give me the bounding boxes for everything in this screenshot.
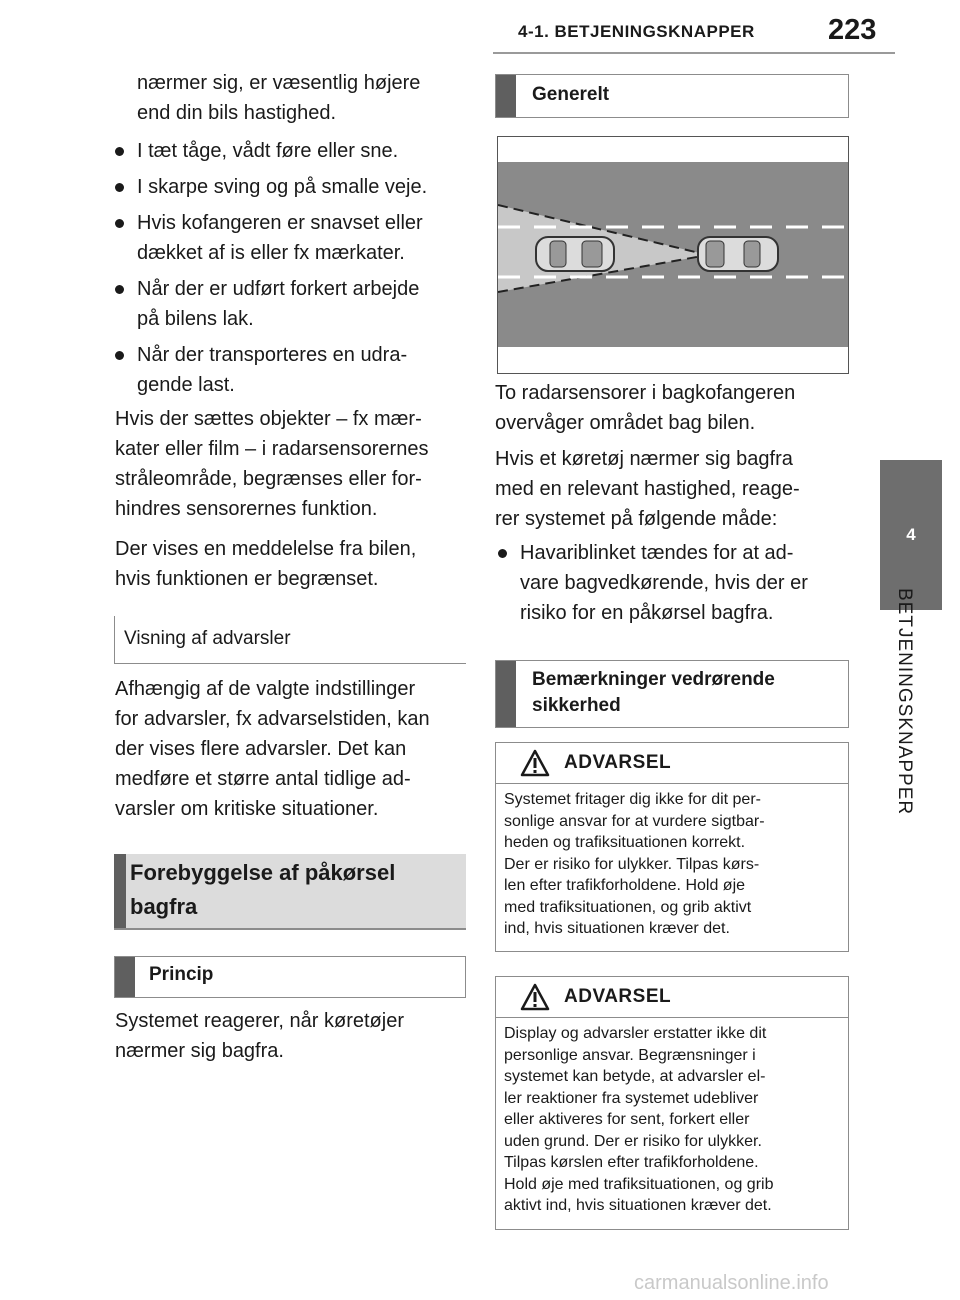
- text-line: Hvis der sættes objekter – fx mær-: [115, 408, 422, 430]
- text-line: Forebyggelse af påkørsel: [130, 860, 396, 885]
- text-line: Der er risiko for ulykker. Tilpas kørs-: [504, 855, 760, 873]
- subheading-text: [532, 667, 775, 719]
- text-line: Der vises en meddelelse fra bilen,: [115, 538, 417, 560]
- text-line: Systemet fritager dig ikke for dit per-: [504, 791, 761, 808]
- text-line: vare bagvedkørende, hvis der er: [520, 572, 808, 594]
- text-line: risiko for en påkørsel bagfra.: [520, 602, 774, 624]
- text-line: dækket af is eller fx mærkater.: [137, 242, 405, 264]
- bullet-icon: [115, 351, 124, 360]
- paragraph: [495, 378, 855, 438]
- text-line: Afhængig af de valgte indstillinger: [115, 678, 416, 700]
- warning-triangle-icon: [520, 749, 550, 782]
- warning-text: [504, 789, 840, 940]
- warning-box: [495, 742, 849, 952]
- text-line: sonlige ansvar for at vurdere sigtbar-: [504, 812, 765, 830]
- text-line: for advarsler, fx advarselstiden, kan: [115, 708, 430, 730]
- heading-bar: [114, 854, 126, 928]
- paragraph: [115, 674, 475, 824]
- text-line: med en relevant hastighed, reage-: [495, 478, 800, 500]
- chapter-label: [893, 588, 933, 828]
- section-title: 4-1. BETJENINGSKNAPPER: [518, 22, 755, 41]
- text-line: nærmer sig, er væsentlig højere: [137, 72, 421, 94]
- subheading-box: [495, 74, 849, 118]
- text-line: ler reaktioner fra systemet udebliver: [504, 1089, 759, 1107]
- text-line: hindres sensorernes funktion.: [115, 498, 378, 520]
- text-line: I tæt tåge, vådt føre eller sne.: [137, 140, 399, 162]
- intro-text: [137, 68, 477, 128]
- paragraph: [115, 1006, 475, 1066]
- subsection-heading: Visning af advarsler: [124, 628, 291, 649]
- text-line: Bemærkninger vedrørende: [532, 669, 775, 690]
- text-line: end din bils hastighed.: [137, 102, 337, 124]
- warning-box: [495, 976, 849, 1230]
- warning-triangle-icon: [520, 983, 550, 1016]
- text-line: Display og advarsler erstatter ikke dit: [504, 1025, 767, 1042]
- chapter-label-text: BETJENINGSKNAPPER: [894, 588, 915, 816]
- radar-illustration: [497, 136, 849, 374]
- text-line: aktivt ind, hvis situationen kræver det.: [504, 1197, 772, 1214]
- text-line: Når der transporteres en udra-: [137, 344, 408, 366]
- text-line: systemet kan betyde, at advarsler el-: [504, 1068, 766, 1085]
- text-line: uden grund. Der er risiko for ulykker.: [504, 1132, 762, 1150]
- bullet-icon: [115, 147, 124, 156]
- section-heading-text: [130, 856, 450, 924]
- text-line: på bilens lak.: [137, 308, 254, 330]
- page-number: 223: [828, 14, 877, 46]
- text-line: eller aktiveres for sent, forkert eller: [504, 1111, 750, 1128]
- text-line: gende last.: [137, 374, 235, 396]
- chapter-number: 4: [906, 525, 916, 544]
- text-line: personlige ansvar. Begrænsninger i: [504, 1046, 756, 1064]
- own-car: [698, 237, 778, 271]
- text-line: med trafiksituationen, og grib aktivt: [504, 898, 752, 916]
- warning-header: [496, 977, 848, 1018]
- paragraph: [495, 444, 855, 534]
- text-line: sikkerhed: [532, 695, 621, 716]
- subheading-box: [495, 660, 849, 728]
- text-line: der vises flere advarsler. Det kan: [115, 738, 407, 760]
- text-line: bagfra: [130, 894, 198, 919]
- text-line: Tilpas kørslen efter trafikforholdene.: [504, 1154, 759, 1171]
- text-line: Hvis et køretøj nærmer sig bagfra: [495, 448, 793, 470]
- text-line: Havariblinket tændes for at ad-: [520, 542, 794, 564]
- text-line: varsler om kritiske situationer.: [115, 798, 379, 820]
- subheading-text: Princip: [149, 964, 214, 985]
- warning-text: [504, 1023, 840, 1217]
- text-line: I skarpe sving og på smalle veje.: [137, 176, 428, 198]
- warning-header: [496, 743, 848, 784]
- text-line: Hold øje med trafiksituationen, og grib: [504, 1175, 774, 1193]
- warning-title: ADVARSEL: [564, 986, 672, 1007]
- bullet-icon: [115, 285, 124, 294]
- text-line: rer systemet på følgende måde:: [495, 508, 778, 530]
- text-line: kater eller film – i radarsensorernes: [115, 438, 429, 460]
- text-line: nærmer sig bagfra.: [115, 1040, 284, 1062]
- text-line: medføre et større antal tidlige ad-: [115, 768, 411, 790]
- subheading-text: Generelt: [532, 84, 610, 105]
- text-line: hvis funktionen er begrænset.: [115, 568, 379, 590]
- warning-title: ADVARSEL: [564, 752, 672, 773]
- text-line: stråleområde, begrænses eller for-: [115, 468, 422, 490]
- subheading-box: [114, 956, 466, 998]
- bullet-icon: [498, 549, 507, 558]
- rear-car: [536, 237, 614, 271]
- text-line: ind, hvis situationen kræver det.: [504, 920, 730, 937]
- text-line: Når der er udført forkert arbejde: [137, 278, 420, 300]
- heading-bar: [496, 661, 516, 727]
- text-line: overvåger området bag bilen.: [495, 412, 756, 434]
- bullet-icon: [115, 219, 124, 228]
- text-line: Systemet reagerer, når køretøjer: [115, 1010, 404, 1032]
- paragraph: [115, 534, 475, 594]
- text-line: len efter trafikforholdene. Hold øje: [504, 877, 746, 894]
- road-diagram: [498, 137, 848, 373]
- text-line: Hvis kofangeren er snavset eller: [137, 212, 423, 234]
- bullet-icon: [115, 183, 124, 192]
- heading-rule: [114, 616, 115, 664]
- heading-rule: [114, 663, 466, 664]
- watermark-link[interactable]: carmanualsonline.info: [634, 1272, 829, 1294]
- paragraph: [115, 404, 475, 524]
- text-line: To radarsensorer i bagkofangeren: [495, 382, 796, 404]
- heading-bar: [115, 957, 135, 997]
- header-divider: [493, 52, 895, 54]
- section-heading: [114, 854, 466, 930]
- text-line: heden og trafiksituationen korrekt.: [504, 834, 746, 851]
- heading-bar: [496, 75, 516, 117]
